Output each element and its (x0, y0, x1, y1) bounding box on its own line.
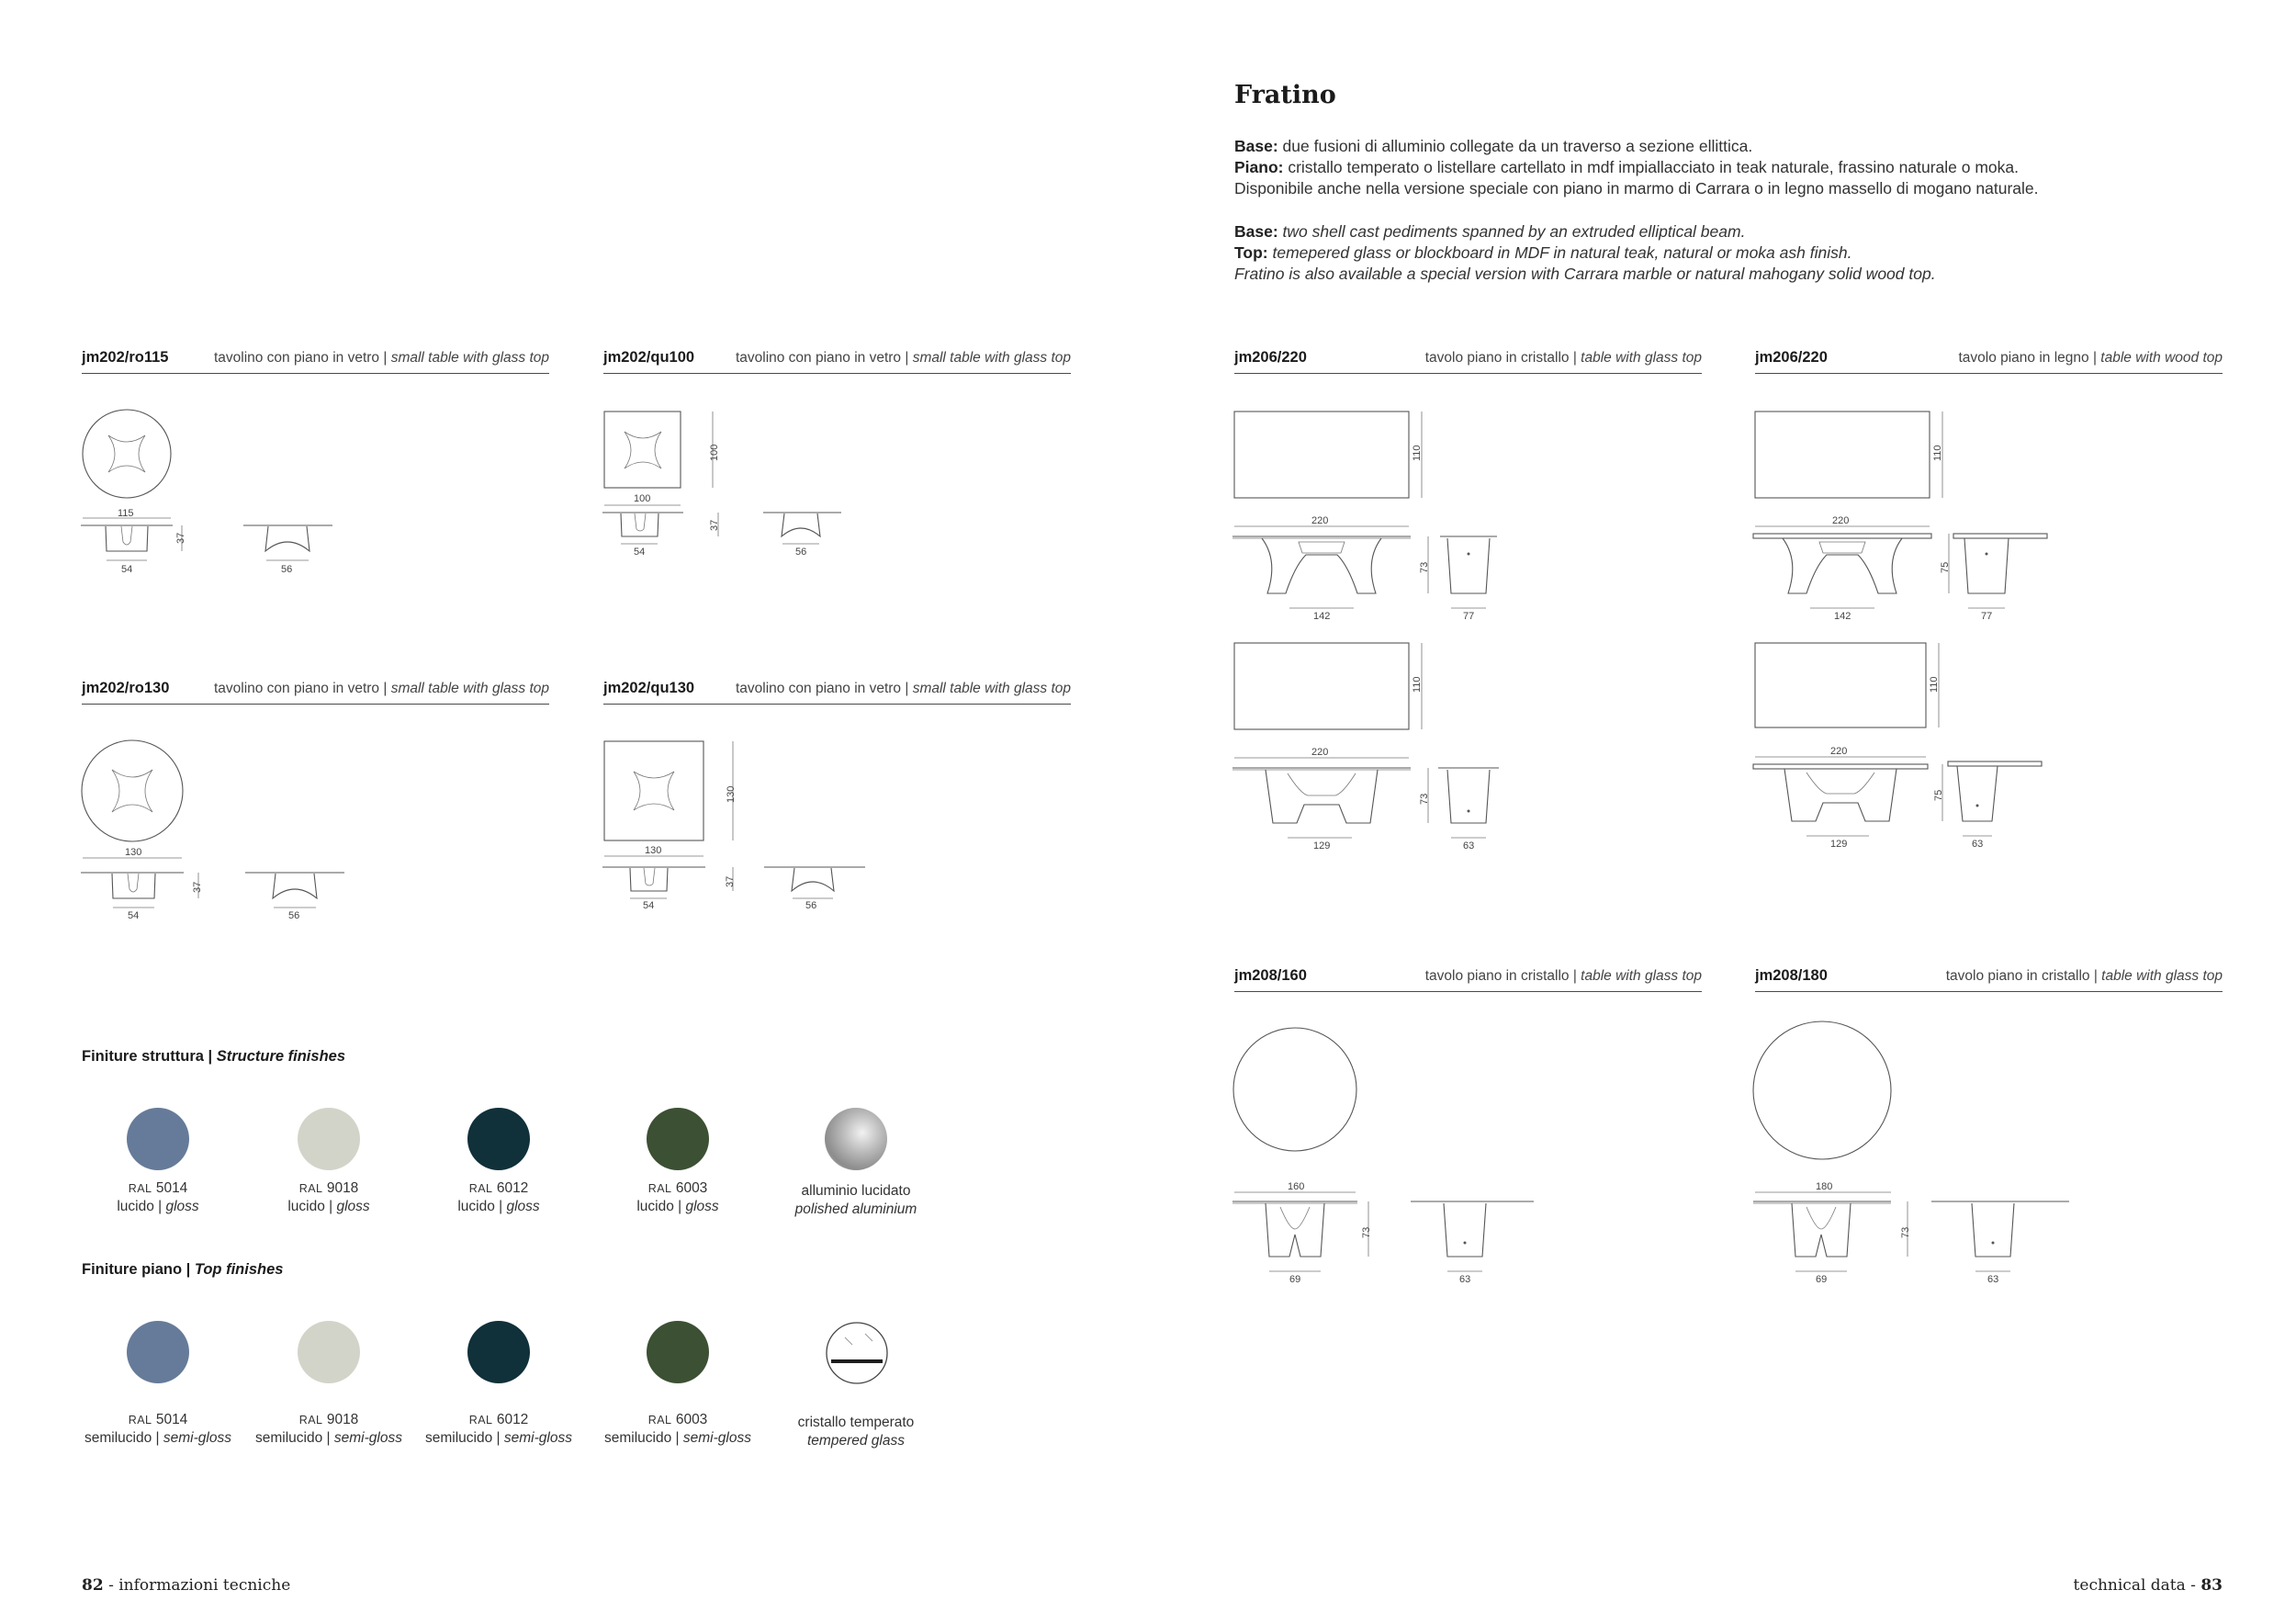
svg-text:37: 37 (175, 532, 186, 544)
svg-text:56: 56 (795, 547, 807, 558)
top-text: cristallo temperato o listellare cartellato in mdf impiallacciato in teak naturale, frassino naturale o moka. (1283, 158, 2019, 176)
svg-text:63: 63 (1972, 839, 1984, 850)
svg-text:63: 63 (1459, 1274, 1471, 1285)
product-description: tavolo piano in cristallo | table with glass top (1945, 968, 2223, 984)
svg-text:37: 37 (725, 875, 736, 887)
swatch-ral-6003[interactable] (647, 1321, 709, 1383)
product-description: tavolino con piano in vetro | small table with glass top (213, 350, 549, 366)
swatch-ral-6012[interactable] (467, 1108, 530, 1170)
svg-text:220: 220 (1830, 746, 1848, 757)
svg-text:110: 110 (1932, 445, 1943, 461)
finish-label: RAL 5014 semilucido | semi-gloss (84, 1412, 231, 1446)
product-code: jm202/ro130 (82, 680, 170, 696)
svg-text:142: 142 (1834, 611, 1851, 622)
swatch-ral-6003[interactable] (647, 1108, 709, 1170)
product-header (1234, 349, 1702, 374)
page-number: 82 (82, 1576, 104, 1595)
finish-label: RAL 9018 semilucido | semi-gloss (255, 1412, 402, 1446)
swatch-ral-9018[interactable] (298, 1321, 360, 1383)
finish-label: RAL 5014 lucido | gloss (117, 1180, 199, 1214)
svg-text:77: 77 (1981, 611, 1993, 622)
svg-text:180: 180 (1816, 1181, 1833, 1192)
product-header (82, 680, 549, 705)
top-label: Top: (1234, 243, 1268, 262)
product-description: tavolo piano in cristallo | table with glass top (1424, 350, 1702, 366)
svg-text:73: 73 (1361, 1226, 1372, 1238)
svg-text:56: 56 (805, 900, 817, 911)
product-header (82, 349, 549, 374)
product-header (603, 349, 1071, 374)
svg-text:220: 220 (1832, 515, 1850, 526)
svg-text:54: 54 (128, 910, 140, 921)
product-code: jm202/qu130 (603, 680, 695, 696)
svg-text:220: 220 (1311, 515, 1329, 526)
swatch-polished-aluminium[interactable] (825, 1108, 887, 1170)
product-description: tavolino con piano in vetro | small table with glass top (735, 681, 1071, 696)
svg-text:54: 54 (643, 900, 655, 911)
description-english (1234, 221, 2199, 285)
product-description: tavolino con piano in vetro | small table with glass top (735, 350, 1071, 366)
svg-text:129: 129 (1830, 839, 1848, 850)
extra-text: Disponibile anche nella versione speciale con piano in marmo di Carrara o in legno massello di mogano naturale. (1234, 179, 2039, 197)
technical-drawing (1231, 404, 1580, 863)
technical-drawing (595, 404, 889, 588)
product-header (603, 680, 1071, 705)
svg-text:110: 110 (1412, 676, 1423, 693)
product-code: jm206/220 (1755, 349, 1828, 366)
finish-label: RAL 6003 lucido | gloss (636, 1180, 719, 1214)
swatch-tempered-glass[interactable] (825, 1321, 889, 1385)
extra-text: Fratino is also available a special version with Carrara marble or natural mahogany solid wood top. (1234, 265, 1936, 283)
finish-label: cristallo temperato tempered glass (797, 1415, 915, 1449)
svg-text:130: 130 (645, 845, 662, 856)
footer-left: 82 - informazioni tecniche (82, 1576, 291, 1595)
svg-text:56: 56 (288, 910, 300, 921)
swatch-ral-5014[interactable] (127, 1108, 189, 1170)
svg-text:54: 54 (121, 564, 133, 575)
svg-text:75: 75 (1940, 561, 1951, 573)
product-description: tavolino con piano in vetro | small table with glass top (213, 681, 549, 696)
technical-drawing (595, 735, 889, 937)
svg-text:220: 220 (1311, 747, 1329, 758)
svg-text:110: 110 (1412, 445, 1423, 461)
svg-text:142: 142 (1313, 611, 1331, 622)
technical-drawing (73, 735, 367, 937)
svg-text:54: 54 (634, 547, 646, 558)
top-text: temepered glass or blockboard in MDF in natural teak, natural or moka ash finish. (1267, 243, 1852, 262)
svg-text:73: 73 (1900, 1226, 1911, 1238)
technical-drawing (1751, 1020, 2100, 1295)
svg-text:56: 56 (281, 564, 293, 575)
svg-text:75: 75 (1933, 789, 1944, 801)
svg-text:160: 160 (1288, 1181, 1305, 1192)
svg-text:63: 63 (1987, 1274, 1999, 1285)
finish-label: RAL 6012 lucido | gloss (457, 1180, 540, 1214)
svg-text:130: 130 (726, 785, 737, 803)
top-label: Piano: (1234, 158, 1284, 176)
svg-text:63: 63 (1463, 840, 1475, 851)
finish-label: RAL 6003 semilucido | semi-gloss (604, 1412, 751, 1446)
swatch-ral-5014[interactable] (127, 1321, 189, 1383)
finish-label: RAL 6012 semilucido | semi-gloss (425, 1412, 572, 1446)
swatch-ral-6012[interactable] (467, 1321, 530, 1383)
finish-label: RAL 9018 lucido | gloss (287, 1180, 370, 1214)
svg-text:37: 37 (709, 519, 720, 531)
swatch-ral-9018[interactable] (298, 1108, 360, 1170)
product-header (1755, 349, 2223, 374)
svg-text:37: 37 (192, 881, 203, 893)
product-code: jm202/qu100 (603, 349, 695, 366)
svg-text:130: 130 (125, 847, 142, 858)
base-text: due fusioni di alluminio collegate da un traverso a sezione ellittica. (1277, 137, 1753, 155)
page-title: Fratino (1234, 81, 1336, 109)
svg-text:100: 100 (709, 444, 720, 461)
product-code: jm202/ro115 (82, 349, 169, 366)
top-finishes-title: Finiture piano | Top finishes (82, 1261, 284, 1278)
svg-text:73: 73 (1419, 561, 1430, 573)
base-label: Base: (1234, 222, 1278, 241)
base-label: Base: (1234, 137, 1278, 155)
structure-finishes-title: Finiture struttura | Structure finishes (82, 1048, 346, 1065)
svg-text:69: 69 (1816, 1274, 1828, 1285)
svg-text:77: 77 (1463, 611, 1475, 622)
product-description: tavolo piano in cristallo | table with glass top (1424, 968, 1702, 984)
technical-drawing (1231, 1020, 1580, 1295)
product-code: jm208/180 (1755, 967, 1828, 984)
svg-text:100: 100 (634, 493, 651, 504)
description-italian (1234, 136, 2199, 199)
product-header (1755, 967, 2223, 992)
product-header (1234, 967, 1702, 992)
footer-right: technical data - 83 (2073, 1576, 2223, 1595)
finish-label: alluminio lucidato polished aluminium (794, 1183, 917, 1217)
technical-drawing (73, 404, 349, 588)
svg-text:69: 69 (1289, 1274, 1301, 1285)
svg-text:115: 115 (118, 508, 134, 519)
base-text: two shell cast pediments spanned by an extruded elliptical beam. (1277, 222, 1746, 241)
product-code: jm206/220 (1234, 349, 1307, 366)
product-code: jm208/160 (1234, 967, 1307, 984)
page-number: 83 (2200, 1576, 2223, 1595)
svg-text:110: 110 (1929, 676, 1940, 693)
technical-drawing (1751, 404, 2100, 863)
svg-text:73: 73 (1419, 793, 1430, 805)
svg-text:129: 129 (1313, 840, 1331, 851)
product-description: tavolo piano in legno | table with wood top (1958, 350, 2223, 366)
